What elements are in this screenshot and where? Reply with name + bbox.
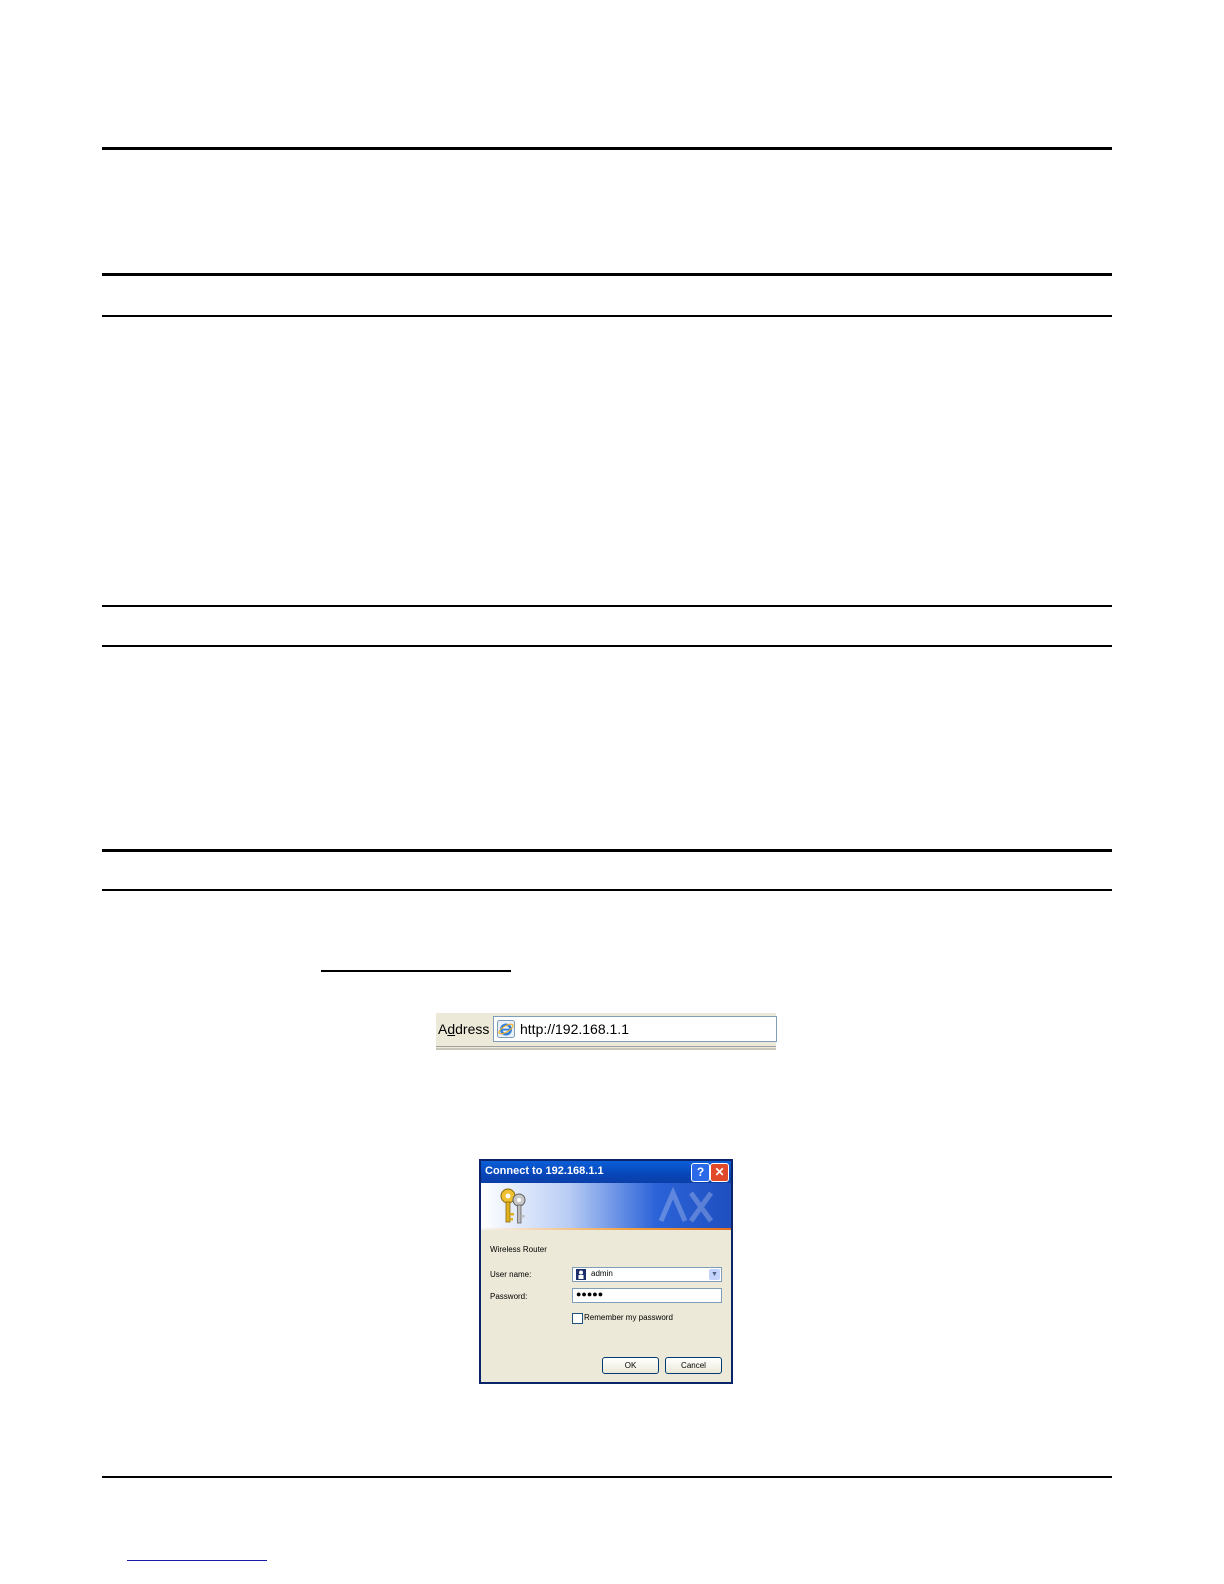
username-label: User name: — [490, 1270, 532, 1279]
address-bar-shadow — [436, 1048, 776, 1050]
underline-mark — [321, 970, 511, 972]
user-icon — [576, 1269, 586, 1280]
section-rule-1-top — [102, 273, 1112, 276]
dialog-title-bar[interactable] — [481, 1161, 731, 1183]
banner-watermark — [651, 1187, 721, 1225]
login-dialog-body — [481, 1161, 731, 1382]
footer-link-underline[interactable] — [127, 1560, 267, 1561]
address-bar — [436, 1013, 776, 1050]
keys-icon — [495, 1186, 531, 1226]
ie-icon — [497, 1020, 515, 1038]
login-dialog — [479, 1159, 733, 1384]
remember-label[interactable]: Remember my password — [584, 1313, 673, 1322]
password-value: ●●●●● — [576, 1289, 604, 1299]
dialog-title: Connect to 192.168.1.1 — [485, 1165, 604, 1177]
ok-button[interactable]: OK — [602, 1357, 659, 1374]
password-label: Password: — [490, 1292, 528, 1301]
address-label: Address — [438, 1021, 490, 1037]
remember-checkbox[interactable] — [572, 1313, 583, 1324]
section-rule-2-bottom — [102, 645, 1112, 647]
password-field[interactable] — [572, 1288, 722, 1303]
address-bar-edge — [436, 1046, 776, 1047]
address-input[interactable] — [493, 1016, 777, 1042]
username-field[interactable] — [572, 1267, 722, 1282]
section-rule-3-bottom — [102, 889, 1112, 891]
help-button[interactable]: ? — [691, 1163, 710, 1182]
username-value: admin — [591, 1269, 613, 1278]
section-rule-2-top — [102, 605, 1112, 607]
section-rule-1-bottom — [102, 315, 1112, 317]
chevron-down-icon[interactable]: ▼ — [709, 1269, 720, 1280]
close-button[interactable]: ✕ — [710, 1163, 729, 1182]
section-rule-3-top — [102, 849, 1112, 852]
banner-stripe — [481, 1228, 731, 1230]
top-rule — [102, 147, 1112, 150]
realm-text: Wireless Router — [490, 1245, 547, 1254]
address-url: http://192.168.1.1 — [520, 1021, 629, 1037]
footer-rule — [102, 1476, 1112, 1478]
cancel-button[interactable]: Cancel — [665, 1357, 722, 1374]
